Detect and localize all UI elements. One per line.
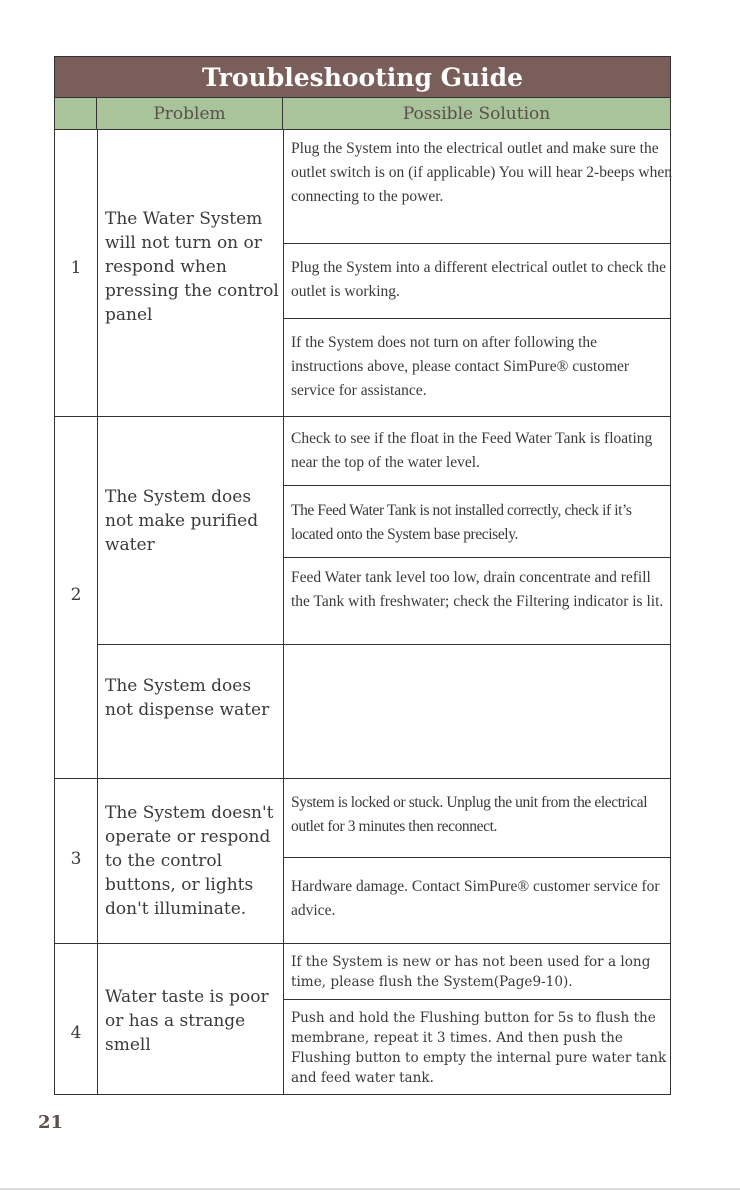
header-solution: Possible Solution [402,104,551,124]
problem-text: The Water System will not turn on or respond when pressing the control panel [105,209,279,325]
row-divider [55,416,670,417]
solution-text: System is locked or stuck. Unplug the unit from the electrical outlet for 3 minutes then reconnect. [291,794,648,835]
bottom-rule [0,1188,740,1190]
header-number-cell [55,98,97,129]
solution-text: Check to see if the float in the Feed Water Tank is floating near the top of the water level. [291,430,653,471]
column-divider [97,130,98,1094]
page-number: 21 [38,1112,64,1133]
header-problem: Problem [97,98,283,129]
row-divider [55,943,670,944]
row-number: 4 [70,1023,82,1043]
solution-text: If the System does not turn on after following the instructions above, please contact SimPure® customer service for assistance. [291,334,630,399]
solution-text: Hardware damage. Contact SimPure® customer service for advice. [291,878,660,919]
solution-text: Feed Water tank level too low, drain concentrate and refill the Tank with freshwater; check the Filtering indicator is lit. [291,569,664,610]
problem-text: The System does not dispense water [105,676,270,720]
sub-row-divider [283,243,670,244]
sub-row-divider [283,318,670,319]
problem-text: The System doesn't operate or respond to the control buttons, or lights don't illuminate. [105,803,274,919]
table-header-row [55,98,670,130]
solution-text: The Feed Water Tank is not installed correctly, check if it’s located onto the System base precisely. [291,502,632,543]
table-title: Troubleshooting Guide [55,57,670,98]
problem-text: The System does not make purified water [105,487,259,555]
sub-row-divider [283,557,670,558]
solution-text: Plug the System into a different electrical outlet to check the outlet is working. [291,259,667,300]
row-number: 1 [70,258,82,278]
row-number: 2 [70,585,82,605]
troubleshooting-table [54,56,671,1095]
sub-row-divider [283,857,670,858]
row-divider [55,778,670,779]
solution-text: If the System is new or has not been used for a long time, please flush the System(Page9-10). [291,954,651,990]
column-divider [283,130,284,1094]
sub-row-divider [283,485,670,486]
row-number: 3 [70,849,82,869]
problem-text: Water taste is poor or has a strange smell [105,987,269,1055]
solution-text: Push and hold the Flushing button for 5s to flush the membrane, repeat it 3 times. And then push the Flushing button to empty the internal pure water tank and feed water tank. [291,1010,667,1086]
solution-text: Plug the System into the electrical outlet and make sure the outlet switch is on (if applicable) You will hear 2-beeps when connecting to the power. [291,140,672,205]
sub-row-divider [97,644,670,645]
sub-row-divider [283,999,670,1000]
